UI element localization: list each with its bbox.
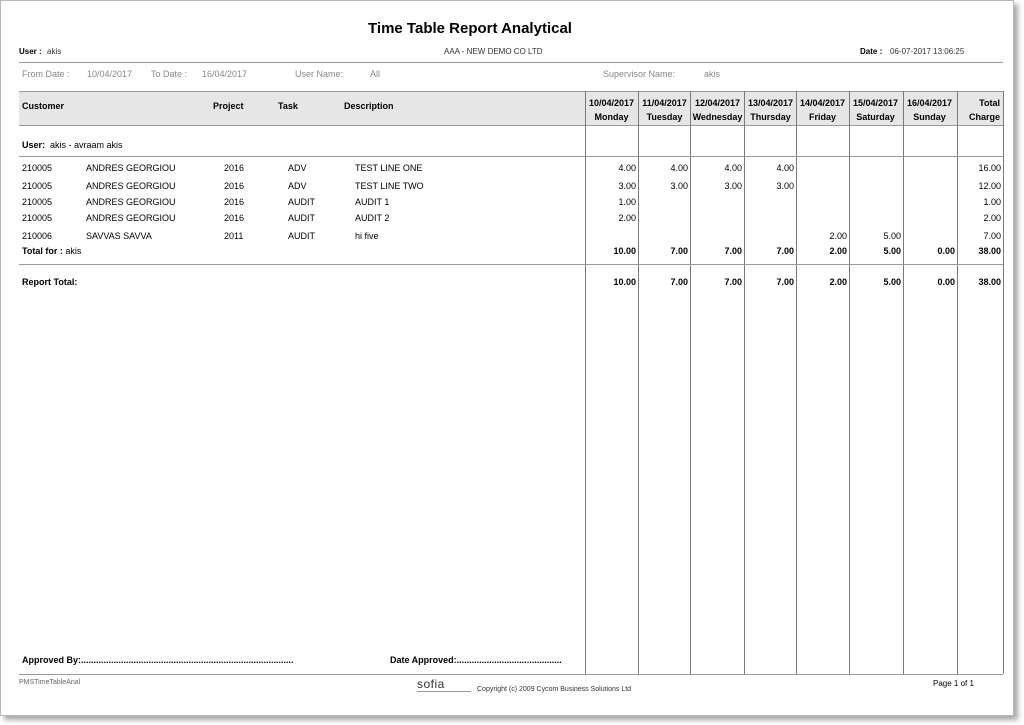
col-total-charge: Total Charge <box>968 98 1000 122</box>
group-divider <box>19 156 1003 157</box>
to-date-label: To Date : <box>151 69 188 79</box>
col-day-1: 10/04/2017 Monday <box>588 98 635 122</box>
day-hours: 3.00 <box>618 181 636 191</box>
col-day-6: 15/04/2017 Saturday <box>852 98 899 122</box>
customer-name: ANDRES GEORGIOU <box>86 181 176 191</box>
day-hours: 4.00 <box>724 163 742 173</box>
project: 2016 <box>224 163 245 173</box>
row-total: 7.00 <box>983 231 1001 241</box>
company-name: AAA - NEW DEMO CO LTD <box>444 47 543 56</box>
day-total: 10.00 <box>613 246 636 256</box>
project: 2016 <box>224 197 245 207</box>
day-hours: 5.00 <box>883 231 901 241</box>
report-title: Time Table Report Analytical <box>368 20 572 37</box>
column-separator <box>957 91 958 674</box>
date-approved: Date Approved:.......................................... <box>390 655 562 665</box>
column-separator <box>638 91 639 674</box>
row-total: 12.00 <box>978 181 1001 191</box>
day-total: 7.00 <box>776 277 794 287</box>
project: 2011 <box>224 231 244 241</box>
date-value: 06-07-2017 13:06:25 <box>890 47 965 56</box>
row-total: 1.00 <box>983 197 1001 207</box>
footer-divider <box>19 674 1003 675</box>
date-label: Date : <box>860 47 883 56</box>
day-hours: 4.00 <box>670 163 688 173</box>
task: AUDIT <box>288 213 315 223</box>
day-total: 7.00 <box>670 246 688 256</box>
day-total: 7.00 <box>724 246 742 256</box>
grand-total: 38.00 <box>978 277 1001 287</box>
page-number: Page 1 of 1 <box>933 679 974 688</box>
col-customer: Customer <box>22 101 65 111</box>
customer-code: 210005 <box>22 213 53 223</box>
copyright: Copyright (c) 2009 Cycom Business Solutions Ltd <box>477 686 632 693</box>
to-date-value: 16/04/2017 <box>202 69 248 79</box>
task: AUDIT <box>288 197 315 207</box>
day-total: 7.00 <box>724 277 742 287</box>
user-name-label: User Name: <box>295 69 344 79</box>
day-hours: 1.00 <box>618 197 636 207</box>
supervisor-label: Supervisor Name: <box>603 69 676 79</box>
subtotal-label: Total for : akis <box>22 246 82 256</box>
task: ADV <box>288 181 307 191</box>
day-hours: 3.00 <box>670 181 688 191</box>
description: hi five <box>355 231 379 241</box>
column-separator <box>1003 91 1004 674</box>
header-divider <box>19 62 1003 63</box>
day-total: 0.00 <box>937 277 955 287</box>
user-value: akis <box>47 47 62 56</box>
from-date-value: 10/04/2017 <box>87 69 133 79</box>
row-total: 2.00 <box>983 213 1001 223</box>
day-total: 5.00 <box>883 246 901 256</box>
customer-code: 210005 <box>22 197 53 207</box>
day-total: 5.00 <box>883 277 901 287</box>
day-hours: 4.00 <box>618 163 636 173</box>
day-hours: 2.00 <box>618 213 636 223</box>
col-project: Project <box>213 101 244 111</box>
customer-name: ANDRES GEORGIOU <box>86 213 176 223</box>
row-total: 16.00 <box>978 163 1001 173</box>
logo-underline <box>417 691 471 692</box>
task: ADV <box>288 163 307 173</box>
description: AUDIT 1 <box>355 197 390 207</box>
group-header: User: akis - avraam akis <box>22 140 123 150</box>
report-total-label: Report Total: <box>22 277 78 287</box>
approved-by: Approved By:..................................................................................... <box>22 655 294 665</box>
day-total: 7.00 <box>670 277 688 287</box>
customer-code: 210005 <box>22 181 53 191</box>
grand-total: 38.00 <box>978 246 1001 256</box>
column-separator <box>903 91 904 674</box>
day-hours: 2.00 <box>829 231 847 241</box>
from-date-label: From Date : <box>22 69 70 79</box>
day-hours: 4.00 <box>776 163 794 173</box>
day-hours: 3.00 <box>776 181 794 191</box>
column-separator <box>585 91 586 674</box>
column-separator <box>849 91 850 674</box>
description: TEST LINE TWO <box>355 181 424 191</box>
day-total: 0.00 <box>937 246 955 256</box>
customer-name: SAVVAS SAVVA <box>86 231 152 241</box>
report-code: PMSTimeTableAnal <box>19 679 81 686</box>
column-separator <box>690 91 691 674</box>
day-total: 7.00 <box>776 246 794 256</box>
project: 2016 <box>224 181 245 191</box>
column-separator <box>796 91 797 674</box>
sofia-logo: sofia <box>417 677 445 691</box>
customer-code: 210005 <box>22 163 53 173</box>
day-total: 2.00 <box>829 246 847 256</box>
user-label: User : <box>19 47 42 56</box>
subtotal-divider <box>19 264 1003 265</box>
description: TEST LINE ONE <box>355 163 423 173</box>
col-day-4: 13/04/2017 Thursday <box>747 98 794 122</box>
day-total: 10.00 <box>613 277 636 287</box>
supervisor-value: akis <box>704 69 721 79</box>
customer-code: 210006 <box>22 231 53 241</box>
col-task: Task <box>278 101 298 111</box>
col-description: Description <box>344 101 394 111</box>
description: AUDIT 2 <box>355 213 390 223</box>
customer-name: ANDRES GEORGIOU <box>86 197 176 207</box>
task: AUDIT <box>288 231 315 241</box>
day-total: 2.00 <box>829 277 847 287</box>
column-separator <box>744 91 745 674</box>
customer-name: ANDRES GEORGIOU <box>86 163 176 173</box>
col-day-2: 11/04/2017 Tuesday <box>642 98 687 122</box>
col-day-3: 12/04/2017 Wednesday <box>692 98 743 122</box>
col-day-5: 14/04/2017 Friday <box>799 98 846 122</box>
user-name-value: All <box>370 69 381 79</box>
project: 2016 <box>224 213 245 223</box>
day-hours: 3.00 <box>724 181 742 191</box>
col-day-7: 16/04/2017 Sunday <box>906 98 953 122</box>
